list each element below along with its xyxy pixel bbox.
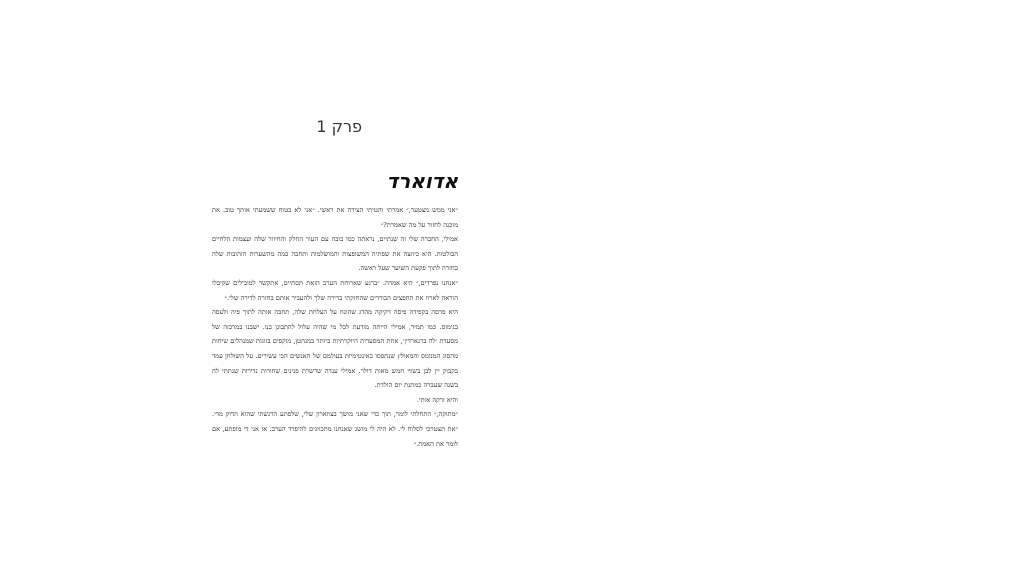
paragraph: ״מתוקה,״ התחלתי לומר, תוך כדי שאני מושך בצווארון שלי, שלפתע הרגשתי שהוא הדוק מדי. ״את תצטרכי לסלוח לי. לא היה לי מושג שאנחנו מתכוונים להיפרד הערב. אז אני די מופתע, אם לומר את האמת.״ [212,410,458,448]
paragraph: והיא זרקה אותי. [416,395,458,404]
chapter-heading: אדוארד [386,169,458,193]
paragraph: ״אנחנו נפרדים,״ היא אמרה. ״ברגע שארוחת הערב הזאת תסתיים, אתקשר למובילים שקיבלו הוראה לארוז את החפצים הבודדים שהחזקתי בדירה שלך ולהעביר אותם בחזרה לדירה שלי.״ [212,278,458,302]
body-text [212,203,458,451]
chapter-label: פרק 1 [316,117,362,136]
paragraph: אמילי, החברה שלי זה שנתיים, נראתה כמו בובה עם העור החלק והחיוור שלה ועצמות הלחיים הבולטות. היא כיווצה את שפתיה המשופצות והמושלמות ותחבה כמה מהשערות הזהובות שלה בחזרה לתוך פקעת השיער שעל ראשה. [212,235,458,273]
paragraph: היא פרסה בקפידה פיסה דקיקה מהדג שהונח על הצלחת שלה, תחבה אותה לתוך פיה ולעסה בנימוס. כמו תמיד, אמילי הייתה מודעת לכל מי שהיה עלול להתבונן בנו. ישבנו במרכזה של מסעדת ׳לה ברנארדין׳, אחת המסעדות היוקרתיות ביותר במנהטן, מוקפים בזוגות שמנהלים שיחות מהסוג המנומס והמאולץ שנתפסו כאינטימיות בעולמם של האנשים הכי עשירים. על השולחן עמד בקבוק יין לבן בשווי חמש מאות דולר. אמילי ענדה שרשרת פנינים שחורות נדירות שנתתי לה בשנה שעברה כמתנת יום הולדת. [212,308,458,390]
paragraph: ״אני ממש מצטער,״ אמרתי והטיתי הצידה את ראשי. ״אני לא בטוח ששמעתי אותך טוב. את מוכנה לחזור על מה שאמרת?״ [212,206,458,229]
